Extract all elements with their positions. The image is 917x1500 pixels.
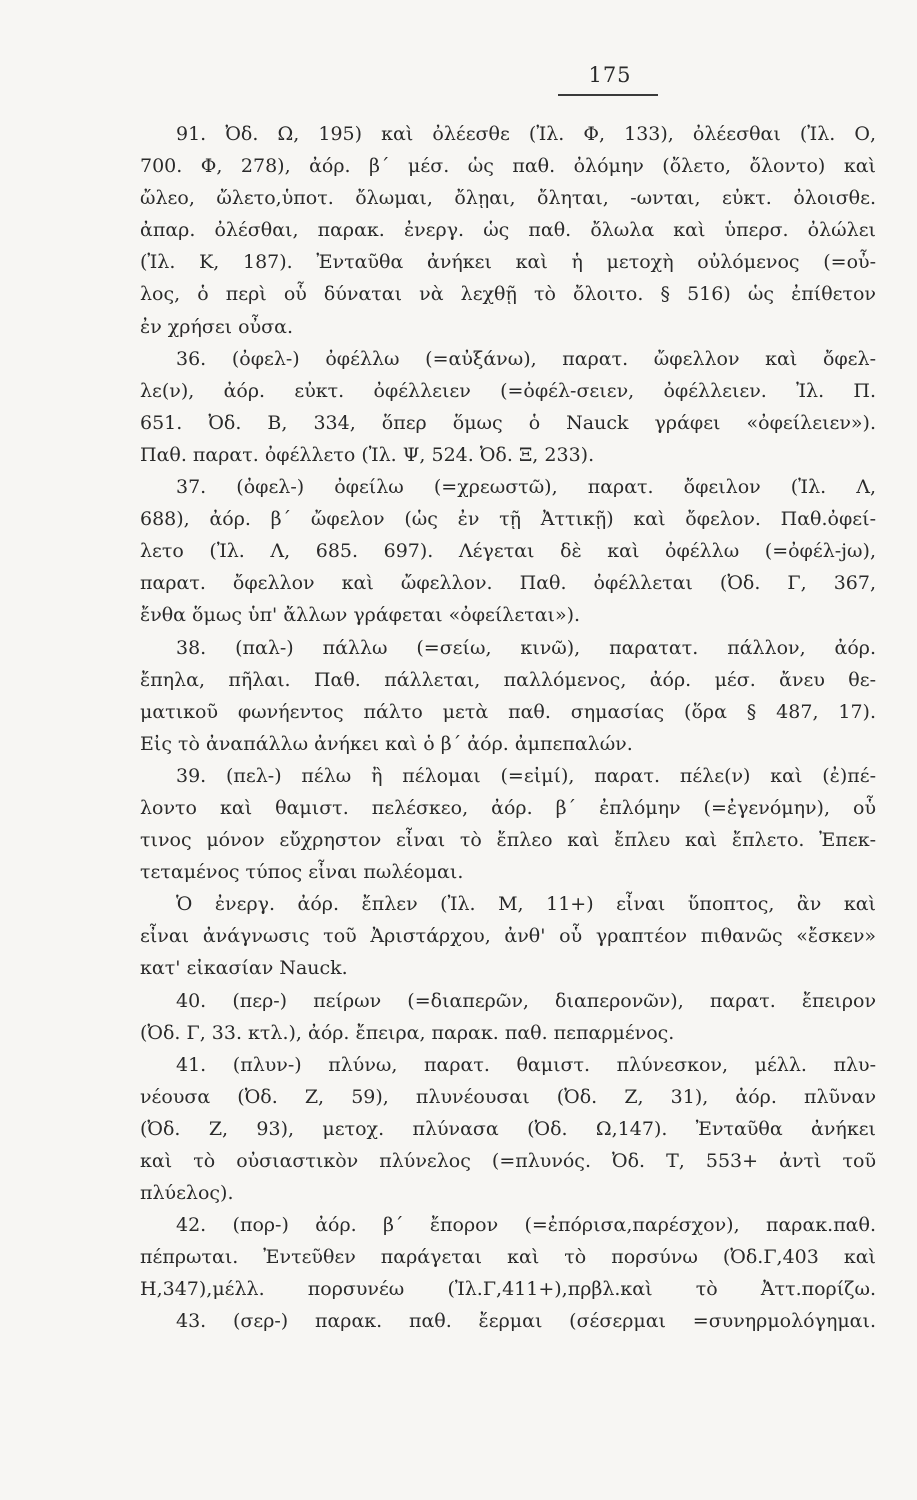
text-line: λε(ν), ἀόρ. εὐκτ. ὀφέλλειεν (=ὀφέλ-σειεν, ὀφέλλειεν. Ἰλ. Π. bbox=[140, 379, 876, 402]
text-line: (Ὀδ. Ζ, 93), μετοχ. πλύνασα (Ὀδ. Ω,147). Ἐνταῦθα ἀνήκει bbox=[140, 1117, 876, 1140]
text-line: καὶ τὸ οὐσιαστικὸν πλύνελος (=πλυνός. Ὀδ. Τ, 553+ ἀντὶ τοῦ bbox=[140, 1150, 876, 1172]
text-line: νέουσα (Ὀδ. Ζ, 59), πλυνέουσαι (Ὀδ. Ζ, 31), ἀόρ. πλῦναν bbox=[140, 1085, 876, 1108]
text-line: λοντο καὶ θαμιστ. πελέσκεο, ἀόρ. β΄ ἐπλόμην (=ἐγενόμην), οὗ bbox=[140, 796, 876, 819]
page-number: 175 bbox=[588, 63, 632, 87]
text-line: πέπρωται. Ἐντεῦθεν παράγεται καὶ τὸ πορσύνω (Ὀδ.Γ,403 καὶ bbox=[140, 1246, 876, 1269]
text-line: 43. (σερ-) παρακ. παθ. ἔερμαι (σέσερμαι =συνηρμολόγημαι. bbox=[176, 1310, 876, 1333]
text-line: 39. (πελ-) πέλω ἢ πέλομαι (=εἰμί), παρατ. πέλε(ν) καὶ (ἐ)πέ- bbox=[176, 764, 876, 787]
text-line: παρατ. ὄφελλον καὶ ὤφελλον. Παθ. ὀφέλλεται (Ὀδ. Γ, 367, bbox=[140, 572, 876, 595]
text-line: Εἰς τὸ ἀναπάλλω ἀνήκει καὶ ὁ β΄ ἀόρ. ἀμπεπαλών. bbox=[140, 732, 633, 755]
text-line: 38. (παλ-) πάλλω (=σείω, κινῶ), παρατατ. πάλλον, ἀόρ. bbox=[176, 636, 876, 659]
entries-text-block bbox=[140, 118, 876, 1338]
text-line: Παθ. παρατ. ὀφέλλετο (Ἰλ. Ψ, 524. Ὀδ. Ξ, 233). bbox=[140, 443, 595, 466]
text-line: 36. (ὀφελ-) ὀφέλλω (=αὐξάνω), παρατ. ὤφελλον καὶ ὄφελ- bbox=[176, 347, 876, 370]
text-line: 40. (περ-) πείρων (=διαπερῶν, διαπερονῶν), παρατ. ἔπειρον bbox=[176, 989, 876, 1012]
text-line: ἐν χρήσει οὖσα. bbox=[140, 315, 293, 338]
text-line: ἔπηλα, πῆλαι. Παθ. πάλλεται, παλλόμενος, ἀόρ. μέσ. ἄνευ θε- bbox=[140, 668, 876, 691]
text-line: τινος μόνον εὔχρηστον εἶναι τὸ ἔπλεο καὶ ἔπλευ καὶ ἔπλετο. Ἐπεκ- bbox=[140, 829, 876, 852]
text-line: 91. Ὀδ. Ω, 195) καὶ ὀλέεσθε (Ἰλ. Φ, 133), ὀλέεσθαι (Ἰλ. Ο, bbox=[176, 123, 876, 145]
page-number-rule bbox=[558, 94, 658, 96]
text-line: 651. Ὀδ. Β, 334, ὅπερ ὅμως ὁ Nauck γράφει «ὀφείλειεν»). bbox=[140, 411, 876, 434]
text-line: 700. Φ, 278), ἀόρ. β΄ μέσ. ὡς παθ. ὀλόμην (ὄλετο, ὄλοντο) καὶ bbox=[140, 155, 876, 178]
text-line: ὤλεο, ὤλετο,ὑποτ. ὄλωμαι, ὄλῃαι, ὄληται, -ωνται, εὐκτ. ὀλοισθε. bbox=[140, 187, 876, 210]
text-line: Ὁ ἐνεργ. ἀόρ. ἔπλεν (Ἰλ. Μ, 11+) εἶναι ὕποπτος, ἂν καὶ bbox=[176, 893, 876, 916]
text-line: κατ' εἰκασίαν Nauck. bbox=[140, 957, 348, 980]
text-line: Η,347),μέλλ. πορσυνέω (Ἰλ.Γ,411+),πρβλ.καὶ τὸ Ἀττ.πορίζω. bbox=[140, 1278, 876, 1301]
text-line: 688), ἀόρ. β΄ ὤφελον (ὡς ἐν τῇ Ἀττικῇ) καὶ ὄφελον. Παθ.ὀφεί- bbox=[140, 508, 876, 531]
text-line: εἶναι ἀνάγνωσις τοῦ Ἀριστάρχου, ἀνθ' οὗ γραπτέον πιθανῶς «ἔσκεν» bbox=[140, 925, 876, 948]
text-line: λετο (Ἰλ. Λ, 685. 697). Λέγεται δὲ καὶ ὀφέλλω (=ὀφέλ-jω), bbox=[140, 540, 876, 563]
text-line: λος, ὁ περὶ οὗ δύναται νὰ λεχθῇ τὸ ὄλοιτο. § 516) ὡς ἐπίθετον bbox=[140, 283, 876, 306]
text-line: ἀπαρ. ὀλέσθαι, παρακ. ἐνεργ. ὡς παθ. ὄλωλα καὶ ὑπερσ. ὀλώλει bbox=[140, 219, 876, 242]
text-line: 41. (πλυν-) πλύνω, παρατ. θαμιστ. πλύνεσκον, μέλλ. πλυ- bbox=[176, 1053, 876, 1076]
text-line: ἔνθα ὅμως ὑπ' ἄλλων γράφεται «ὀφείλεται»). bbox=[140, 604, 581, 627]
text-line: 37. (ὀφελ-) ὀφείλω (=χρεωστῶ), παρατ. ὄφειλον (Ἰλ. Λ, bbox=[176, 476, 876, 499]
text-line: (Ἰλ. Κ, 187). Ἐνταῦθα ἀνήκει καὶ ἡ μετοχὴ οὐλόμενος (=οὖ- bbox=[140, 251, 876, 274]
text-line: τεταμένος τύπος εἶναι πωλέομαι. bbox=[140, 861, 464, 884]
text-line: 42. (πορ-) ἀόρ. β΄ ἔπορον (=ἐπόρισα,παρέσχον), παρακ.παθ. bbox=[176, 1214, 876, 1237]
text-line: ματικοῦ φωνήεντος πάλτο μετὰ παθ. σημασίας (ὅρα § 487, 17). bbox=[140, 700, 876, 723]
text-line: πλύελος). bbox=[140, 1182, 234, 1205]
text-line: (Ὀδ. Γ, 33. κτλ.), ἀόρ. ἔπειρα, παρακ. παθ. πεπαρμένος. bbox=[140, 1021, 675, 1044]
